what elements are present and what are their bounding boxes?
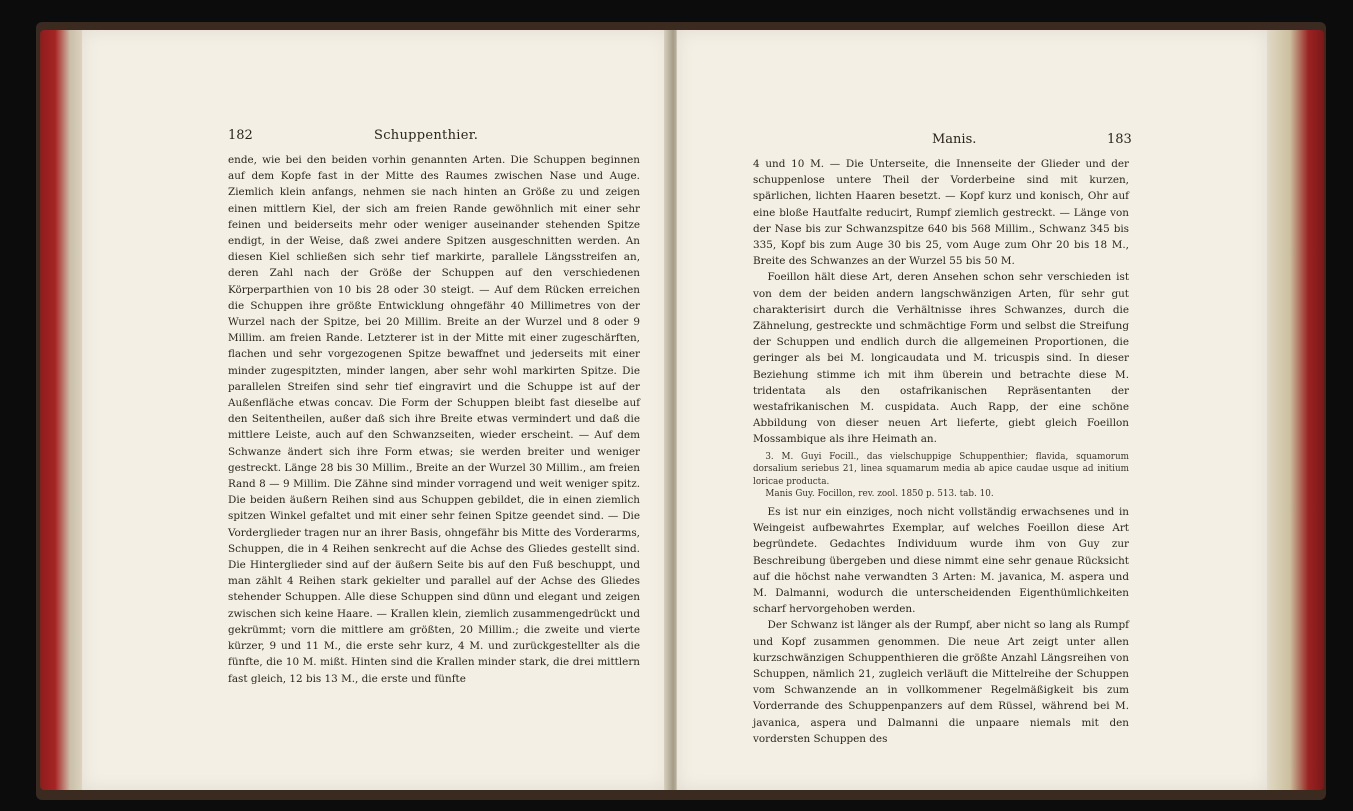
right-paragraph-4: Der Schwanz ist länger als der Rumpf, aber nicht so lang als Rumpf und Kopf zusammen genommen. Die neue Art zeigt unter allen kurzschwänzigen Schuppenthieren die größte Anzahl Längsreihen von Schuppen, nämlich 21, zugleich verläuft die Mittelreihe der Schuppen vom Schwanzende an in vollkommener Regelmäßigkeit bis zum Vorderrande des Schuppenpanzers auf dem Rüssel, während bei M. javanica, aspera und Dalmanni die unpaare niemals mit den vordersten Schuppen des — [753, 619, 1129, 745]
left-page — [82, 30, 669, 790]
right-paragraph-2: Foeillon hält diese Art, deren Ansehen schon sehr verschieden ist von dem der beiden andern langschwänzigen Arten, für sehr gut charakterisirt durch die Verhältnisse ihres Schwanzes, durch die Zähnelung, gestreckte und schmächtige Form und selbst die Streifung der Schuppen und endlich durch die allgemeinen Proportionen, die geringer als bei M. longicaudata und M. tricuspis sind. In dieser Beziehung stimme ich mit ihm überein und betrachte diese M. tridentata als den ostafrikanischen Repräsentanten der westafrikanischen M. cuspidata. Auch Rapp, der eine schöne Abbildung von dieser neuen Art lieferte, giebt gleich Foeillon Mossambique als ihre Heimath an. — [753, 271, 1129, 446]
species-entry: 3. M. Guyi Focill., das vielschuppige Schuppenthier; flavida, squamorum dorsalium seriebus 21, linea squamarum media ab apice caudae usque ad initium loricae producta. — [753, 451, 1129, 487]
left-page-paragraph: ende, wie bei den beiden vorhin genannten Arten. Die Schuppen beginnen auf dem Kopfe fast in der Mitte des Raumes zwischen Nase und Auge. Ziemlich klein anfangs, nehmen sie nach hinten an Größe zu und zeigen einen mittlern Kiel, der sich am freien Rande gewöhnlich mit einer sehr feinen und beiderseits mehr oder weniger auseinander stehenden Spitze endigt, in der Weise, daß zwei andere Spitzen ausgeschnitten werden. An diesen Kiel schließen sich sehr tief markirte, parallele Längsstreifen an, deren Zahl nach der Größe der Schuppen auf den verschiedenen Körperparthien von 10 bis 28 oder 30 steigt. — Auf dem Rücken erreichen die Schuppen ihre größte Entwicklung ohngefähr 40 Millimetres von der Wurzel nach der Spitze, bei 20 Millim. Breite an der Wurzel und 8 oder 9 Millim. am freien Rande. Letzterer ist in der Mitte mit einer zugeschärften, flachen und sehr vorgezogenen Spitze bewaffnet und jederseits mit einer minder zugespitzten, minder langen, aber sehr wohl markirten Spitze. Die parallelen Streifen sind sehr tief eingravirt und die Schuppe ist auf der Außenfläche etwas concav. Die Form der Schuppen bleibt fast dieselbe auf den Seitentheilen, außer daß sich ihre Breite etwas vermindert und daß die mittlere Leiste, auch auf den Schwanzseiten, wieder erscheint. — Auf dem Schwanze ändert sich ihre Form etwas; sie werden breiter und weniger gestreckt. Länge 28 bis 30 Millim., Breite an der Wurzel 30 Millim., am freien Rand 8 — 9 Millim. Die Zähne sind minder vorragend und weit weniger spitz. Die beiden äußern Reihen sind aus Schuppen gebildet, die in einen ziemlich spitzen Winkel gefaltet und mit einer sehr feinen Spitze geendet sind. — Die Vorderglieder tragen nur an ihrer Basis, ohngefähr bis Mitte des Vorderarms, Schuppen, die in 4 Reihen senkrecht auf die Achse des Gliedes gestellt sind. Die Hinterglieder sind auf der äußern Seite bis auf den Fuß beschuppt, und man zählt 4 Reihen stark gekielter und parallel auf der Achse des Gliedes stehender Schuppen. Alle diese Schuppen sind dünn und elegant und zeigen zwischen sich keine Haare. — Krallen klein, ziemlich zusammengedrückt und gekrümmt; vorn die mittlere am größten, 20 Millim.; die zweite und vierte kürzer, 9 und 11 M., die erste sehr kurz, 4 M. und zurückgestellter als die fünfte, die 10 M. mißt. Hinten sind die Krallen minder stark, die drei mittlern fast gleich, 12 bis 13 M., die erste und fünfte — [228, 154, 640, 685]
right-page-body — [753, 156, 1129, 747]
right-paragraph-1: 4 und 10 M. — Die Unterseite, die Innenseite der Glieder und der schuppenlose untere Theil der Vorderbeine sind mit kurzen, spärlichen, lichten Haaren besetzt. — Kopf kurz und konisch, Ohr auf eine bloße Hautfalte reducirt, Rumpf ziemlich gestreckt. — Länge von der Nase bis zur Schwanzspitze 640 bis 568 Millim., Schwanz 345 bis 335, Kopf bis zum Auge 30 bis 25, vom Auge zum Ohr 20 bis 18 M., Breite des Schwanzes an der Wurzel 55 bis 50 M. — [753, 158, 1129, 268]
left-page-number: 182 — [228, 128, 253, 143]
right-page-number: 183 — [1107, 132, 1132, 147]
left-running-title: Schuppenthier. — [374, 128, 479, 143]
right-paragraph-3: Es ist nur ein einziges, noch nicht vollständig erwachsenes und in Weingeist aufbewahrtes Exemplar, auf welches Foeillon diese Art begründete. Gedachtes Individuum wurde ihm von Guy zur Beschreibung übergeben und diese nimmt eine sehr genaue Rücksicht auf die höchst nahe verwandten 3 Arten: M. javanica, M. aspera und M. Dalmanni, wodurch die unterscheidenden Eigenthümlichkeiten scharf hervorgehoben werden. — [753, 506, 1129, 616]
right-page — [676, 30, 1267, 790]
left-page-body — [228, 152, 640, 687]
right-page-edges — [1262, 30, 1324, 790]
right-running-title: Manis. — [932, 132, 977, 147]
species-citation: Manis Guy. Focillon, rev. zool. 1850 p. 513. tab. 10. — [765, 489, 994, 500]
